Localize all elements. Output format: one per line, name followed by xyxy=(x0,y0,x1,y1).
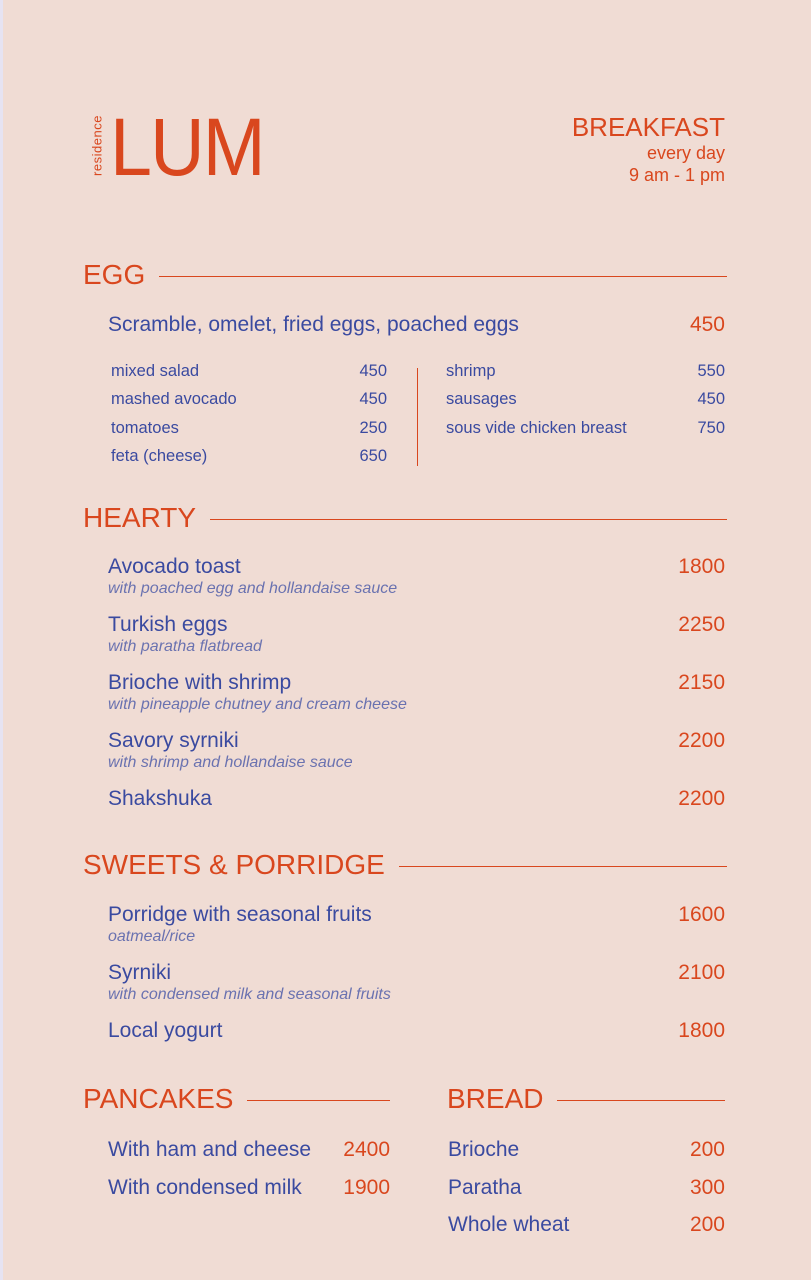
side-item: shrimp 550 xyxy=(446,362,725,380)
item-price: 1800 xyxy=(678,1019,725,1042)
side-item: mixed salad 450 xyxy=(111,362,387,380)
section-pancakes-heading xyxy=(83,1083,390,1115)
divider xyxy=(159,276,727,277)
item-description: with pineapple chutney and cream cheese xyxy=(108,696,407,713)
item-name: Whole wheat xyxy=(448,1213,570,1236)
item-description: with paratha flatbread xyxy=(108,638,262,655)
menu-item xyxy=(108,555,725,599)
divider xyxy=(210,519,727,520)
meal-days: every day xyxy=(646,143,725,163)
menu-item xyxy=(448,1176,725,1204)
item-description: with condensed milk and seasonal fruits xyxy=(108,986,391,1003)
item-price: 1900 xyxy=(343,1176,390,1199)
item-name: Local yogurt xyxy=(108,1019,223,1042)
item-price: 2200 xyxy=(678,787,725,810)
item-name: Avocado toast xyxy=(108,555,241,578)
item-description: with poached egg and hollandaise sauce xyxy=(108,580,398,597)
item-name: Syrniki xyxy=(108,961,172,984)
menu-item xyxy=(108,613,725,657)
item-name: Shakshuka xyxy=(108,787,212,810)
divider xyxy=(399,866,727,867)
menu-item xyxy=(108,729,725,773)
meal-hours: 9 am - 1 pm xyxy=(628,165,725,185)
meal-title: BREAKFAST xyxy=(571,112,725,142)
item-price: 200 xyxy=(689,1213,725,1236)
item-description: oatmeal/rice xyxy=(108,928,196,945)
menu-item xyxy=(108,313,725,337)
section-title: SWEETS & PORRIDGE xyxy=(83,849,385,880)
side-item: sous vide chicken breast 750 xyxy=(446,418,725,437)
item-name: Paratha xyxy=(448,1176,522,1199)
menu-item xyxy=(108,671,725,715)
item-price: 2250 xyxy=(678,613,725,636)
item-price: 2200 xyxy=(678,729,725,752)
side-item: tomatoes 250 xyxy=(111,418,387,437)
egg-sides-left xyxy=(111,360,387,473)
section-sweets-heading xyxy=(83,849,727,881)
item-price: 2150 xyxy=(678,671,725,694)
egg-sides-right xyxy=(446,360,725,445)
item-name: Savory syrniki xyxy=(108,729,239,752)
item-description: with shrimp and hollandaise sauce xyxy=(108,754,353,771)
section-hearty-heading xyxy=(83,502,727,534)
side-item: sausages 450 xyxy=(446,390,725,409)
item-price: 2100 xyxy=(678,961,725,984)
divider xyxy=(557,1100,725,1101)
side-item: feta (cheese) 650 xyxy=(111,446,387,465)
item-name: Porridge with seasonal fruits xyxy=(108,903,372,926)
section-bread-heading xyxy=(447,1083,725,1115)
item-price: 2400 xyxy=(343,1138,390,1161)
menu-item xyxy=(108,1176,390,1204)
divider xyxy=(247,1100,390,1101)
item-price: 1800 xyxy=(678,555,725,578)
item-price: 1600 xyxy=(678,903,725,926)
item-price: 200 xyxy=(689,1138,725,1161)
section-title: HEARTY xyxy=(83,502,197,533)
item-name: With ham and cheese xyxy=(108,1138,312,1161)
page-edge xyxy=(0,0,3,1280)
vertical-divider xyxy=(417,368,418,466)
menu-item xyxy=(108,961,725,1005)
item-name: With condensed milk xyxy=(108,1176,302,1199)
menu-item xyxy=(108,1138,390,1166)
section-title: PANCAKES xyxy=(83,1083,234,1114)
item-price: 450 xyxy=(689,313,725,336)
menu-item xyxy=(108,903,725,947)
menu-item xyxy=(108,787,725,811)
item-name: Brioche xyxy=(448,1138,520,1161)
meal-info xyxy=(572,112,725,186)
item-name: Scramble, omelet, fried eggs, poached eggs xyxy=(108,313,519,336)
section-title: EGG xyxy=(83,259,146,290)
item-name: Brioche with shrimp xyxy=(108,671,292,694)
item-name: Turkish eggs xyxy=(108,613,228,636)
logo xyxy=(80,102,270,193)
menu-item xyxy=(448,1138,725,1166)
section-title: BREAD xyxy=(447,1083,544,1114)
logo-mark: LUM xyxy=(110,102,264,193)
menu-item xyxy=(108,1019,725,1043)
section-egg-heading xyxy=(83,259,727,291)
logo-subtitle: residence xyxy=(89,115,105,176)
menu-item xyxy=(448,1213,725,1241)
item-price: 300 xyxy=(689,1176,725,1199)
side-item: mashed avocado 450 xyxy=(111,390,387,409)
